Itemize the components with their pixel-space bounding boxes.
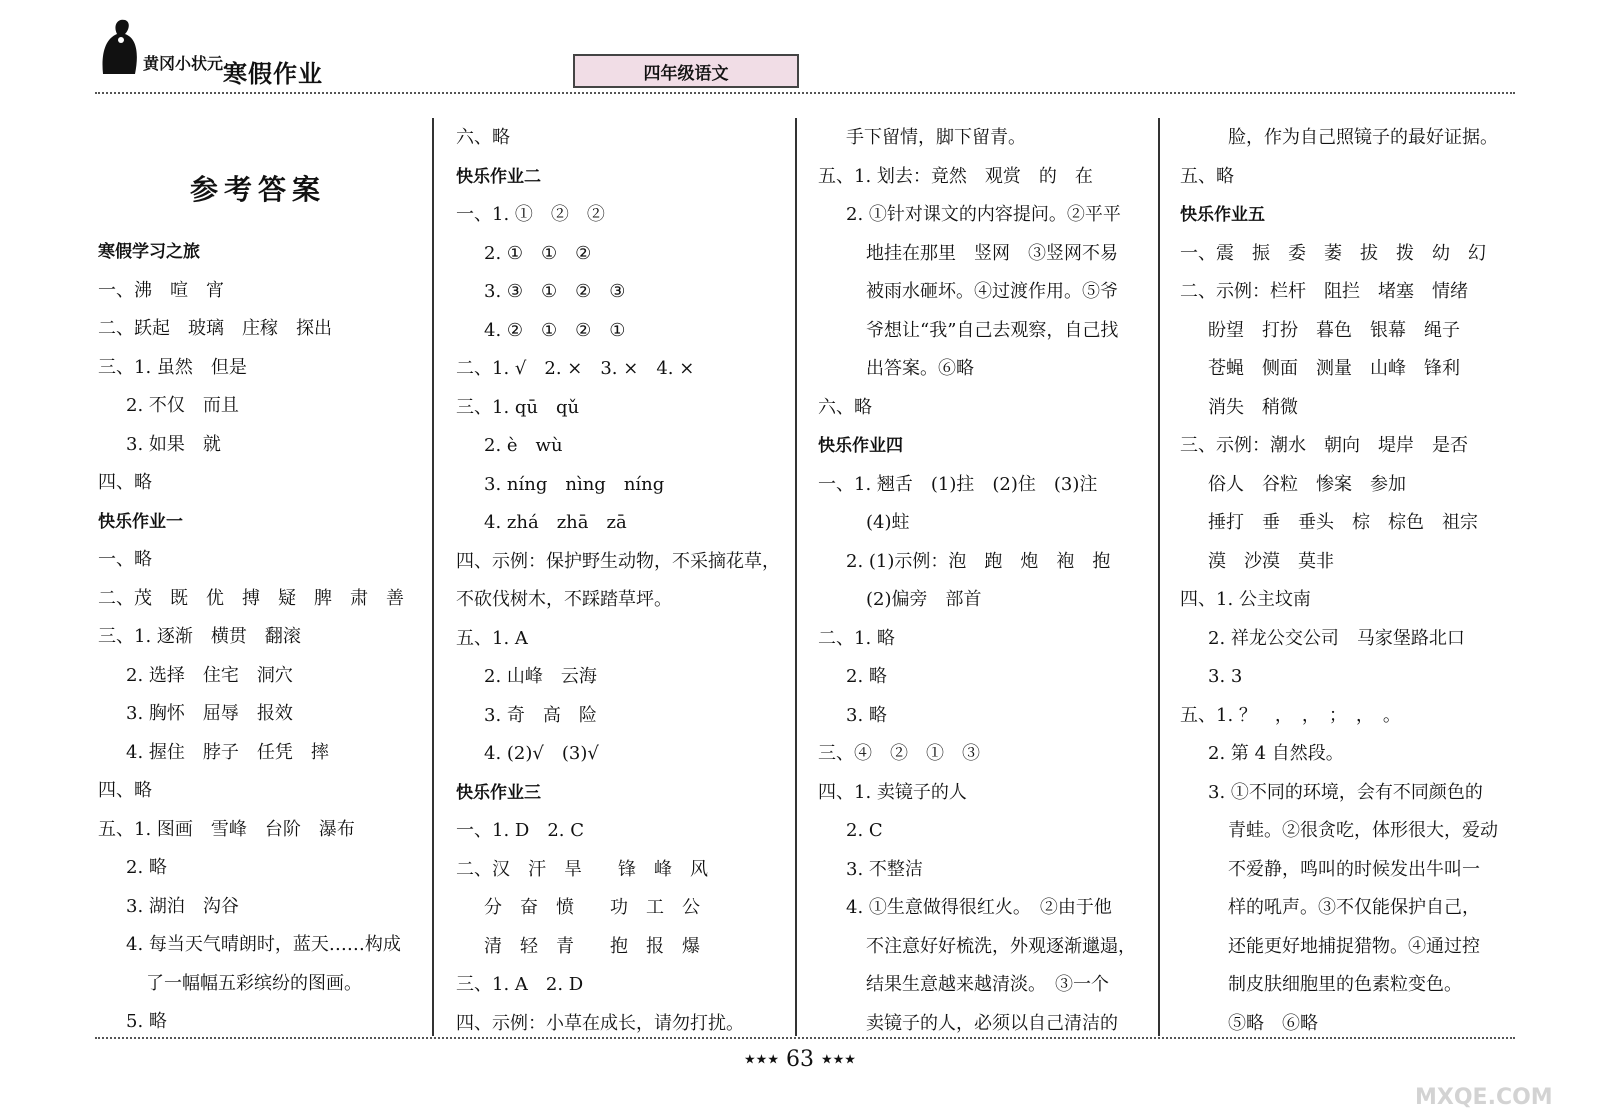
answer-line: 四、示例：保护野生动物，不采摘花草， <box>456 550 780 572</box>
section-heading: 快乐作业四 <box>818 436 903 456</box>
answer-line: 不爱静，鸣叫的时候发出牛叫一 <box>1228 858 1480 880</box>
answer-line: 样的吼声。③不仅能保护自己， <box>1228 897 1480 918</box>
answer-line: 3. 湖泊 沟谷 <box>126 895 239 917</box>
answer-line: 五、1. 划去：竟然 观赏 的 在 <box>818 165 1093 187</box>
answer-line: 出答案。⑥略 <box>866 358 974 379</box>
logo-text: 黄冈小状元 <box>143 54 224 73</box>
answer-line: 3. ③ ① ② ③ <box>484 281 626 302</box>
answer-line: 3. 3 <box>1208 666 1243 687</box>
brand-title: 寒假作业 <box>223 60 323 88</box>
page-title: 参考答案 <box>190 173 327 206</box>
answer-line: 六、略 <box>456 127 510 148</box>
answer-line: 4. 握住 脖子 任凭 摔 <box>126 741 329 763</box>
answer-line: 一、震 振 委 萎 拔 拨 幼 幻 <box>1180 242 1486 264</box>
answer-line: 2. 第 4 自然段。 <box>1208 743 1344 764</box>
page-footer <box>0 1047 1600 1072</box>
answer-line: 四、1. 公主坟南 <box>1180 589 1311 610</box>
answer-line: ⑤略 ⑥略 <box>1228 1012 1318 1034</box>
stars-left: ★★★ <box>744 1052 779 1068</box>
answer-line: 2. ①针对课文的内容提问。②平平 <box>846 204 1121 225</box>
answer-line: 3. 胸怀 屈辱 报效 <box>126 703 293 724</box>
answer-line: (2)偏旁 部首 <box>866 589 982 610</box>
answer-line: 四、示例：小草在成长，请勿打扰。 <box>456 1012 744 1034</box>
answer-line: 4. 每当天气晴朗时，蓝天……构成 <box>126 934 401 955</box>
answer-line: 捶打 垂 垂头 棕 棕色 祖宗 <box>1208 512 1478 533</box>
answer-line: 2. C <box>846 820 883 841</box>
top-divider <box>95 92 1515 94</box>
page-header <box>95 14 1515 94</box>
answer-line: 3. 略 <box>846 704 887 726</box>
answer-line: 一、1. D 2. C <box>456 820 584 841</box>
answer-line: 五、1. A <box>456 627 528 649</box>
answer-line: 四、略 <box>98 780 152 801</box>
answer-line: 2. 不仅 而且 <box>126 395 239 416</box>
answer-line: 二、茂 既 优 搏 疑 脾 肃 善 <box>98 587 404 609</box>
answer-line: 一、沸 喧 宵 <box>98 279 224 301</box>
answer-line: 二、示例：栏杆 阻拦 堵塞 情绪 <box>1180 281 1468 302</box>
answer-line: 结果生意越来越清淡。 ③一个 <box>866 974 1109 995</box>
bottom-divider <box>95 1037 1515 1039</box>
answer-line: 2. 祥龙公交公司 马家堡路北口 <box>1208 627 1465 649</box>
answer-line: 二、跃起 玻璃 庄稼 探出 <box>98 318 332 339</box>
answer-line: 3. 不整洁 <box>846 858 923 880</box>
answer-line: 四、略 <box>98 472 152 493</box>
answer-line: 漠 沙漠 莫非 <box>1208 550 1334 572</box>
answer-line: 三、1. qū qǔ <box>456 396 580 418</box>
answer-line: 爷想让“我”自己去观察，自己找 <box>866 319 1119 341</box>
answer-line: 2. 略 <box>126 857 167 878</box>
section-heading: 快乐作业二 <box>456 166 541 187</box>
answer-line: 还能更好地捕捉猎物。④通过控 <box>1228 935 1480 957</box>
answer-line: 二、1. √ 2. × 3. × 4. × <box>456 358 695 379</box>
grade-label: 四年级语文 <box>573 54 799 88</box>
answer-line: 三、1. 虽然 但是 <box>98 356 247 378</box>
answer-line: 六、略 <box>818 396 872 418</box>
answer-line: 4. ② ① ② ① <box>484 319 626 341</box>
answer-line: 五、略 <box>1180 165 1234 187</box>
watermark <box>1415 1030 1565 1110</box>
answer-line: 苍蝇 侧面 测量 山峰 锋利 <box>1208 358 1460 379</box>
answer-line: 制皮肤细胞里的色素粒变色。 <box>1228 974 1462 995</box>
answer-line: 5. 略 <box>126 1011 167 1032</box>
logo-icon <box>95 14 224 84</box>
answer-line: 3. ①不同的环境，会有不同颜色的 <box>1208 781 1483 803</box>
section-heading: 快乐作业三 <box>456 782 541 803</box>
section-heading: 快乐作业五 <box>1180 205 1265 225</box>
answer-line: 二、汉 汗 旱 锋 峰 风 <box>456 858 708 880</box>
answer-line: 3. níng nìng níng <box>484 473 665 495</box>
answer-line: 青蛙。②很贪吃，体形很大，爱动 <box>1228 820 1498 841</box>
answer-line: 3. 如果 就 <box>126 433 221 455</box>
answer-line: 分 奋 愤 功 工 公 <box>484 897 700 918</box>
answer-line: 五、1. ？ ， ， ； ， 。 <box>1180 704 1401 726</box>
answer-line: 手下留情，脚下留青。 <box>846 127 1026 148</box>
answer-line: 2. (1)示例：泡 跑 炮 袍 抱 <box>846 550 1111 572</box>
answer-line: 不砍伐树木，不踩踏草坪。 <box>456 589 672 610</box>
answer-line: 2. è wù <box>484 435 563 456</box>
page-number: 63 <box>786 1047 814 1072</box>
answer-line: 盼望 打扮 暮色 银幕 绳子 <box>1208 319 1460 341</box>
column-divider <box>795 118 797 1036</box>
section-heading: 快乐作业一 <box>98 511 183 532</box>
answer-line: 一、略 <box>98 549 152 570</box>
answer-line: 2. 略 <box>846 666 887 687</box>
answer-line: 4. ①生意做得很红火。 ②由于他 <box>846 897 1112 918</box>
answer-line: 清 轻 青 抱 报 爆 <box>484 935 700 957</box>
answer-line: 4. (2)√ (3)√ <box>484 743 599 764</box>
answer-line: (4)蛀 <box>866 512 910 533</box>
stars-right: ★★★ <box>821 1052 856 1068</box>
answer-line: 被雨水砸坏。④过渡作用。⑤爷 <box>866 281 1118 302</box>
answer-line: 五、1. 图画 雪峰 台阶 瀑布 <box>98 818 355 840</box>
answer-line: 不注意好好梳洗，外观逐渐邋遢， <box>866 935 1136 957</box>
answer-line: 2. ① ① ② <box>484 242 592 264</box>
answer-line: 地挂在那里 竖网 ③竖网不易 <box>866 242 1118 264</box>
answer-line: 卖镜子的人，必须以自己清洁的 <box>866 1012 1118 1034</box>
answer-line: 一、1. 翘舌 (1)拄 (2)住 (3)注 <box>818 473 1098 495</box>
answer-line: 二、1. 略 <box>818 627 895 649</box>
answer-line: 脸，作为自己照镜子的最好证据。 <box>1228 127 1498 148</box>
answer-line: 三、示例：潮水 朝向 堤岸 是否 <box>1180 435 1468 456</box>
answer-line: 4. zhá zhā zā <box>484 512 627 533</box>
column-divider <box>1158 118 1160 1036</box>
answer-line: 消失 稍微 <box>1208 396 1298 418</box>
answer-line: 2. 山峰 云海 <box>484 666 597 687</box>
answer-line: 三、1. 逐渐 横贯 翻滚 <box>98 626 301 647</box>
answer-line: 3. 奇 高 险 <box>484 704 597 726</box>
answer-line: 三、1. A 2. D <box>456 974 584 995</box>
section-heading: 寒假学习之旅 <box>98 242 200 262</box>
answer-line: 三、④ ② ① ③ <box>818 743 980 764</box>
watermark-text: MXQE.COM <box>1415 1085 1553 1110</box>
column-divider <box>432 118 434 1036</box>
answer-line: 俗人 谷粒 惨案 参加 <box>1208 473 1406 495</box>
answer-line: 一、1. ① ② ② <box>456 204 605 225</box>
answer-line: 了一幅幅五彩缤纷的图画。 <box>146 972 362 994</box>
answer-line: 2. 选择 住宅 洞穴 <box>126 664 293 686</box>
answer-line: 四、1. 卖镜子的人 <box>818 781 967 803</box>
